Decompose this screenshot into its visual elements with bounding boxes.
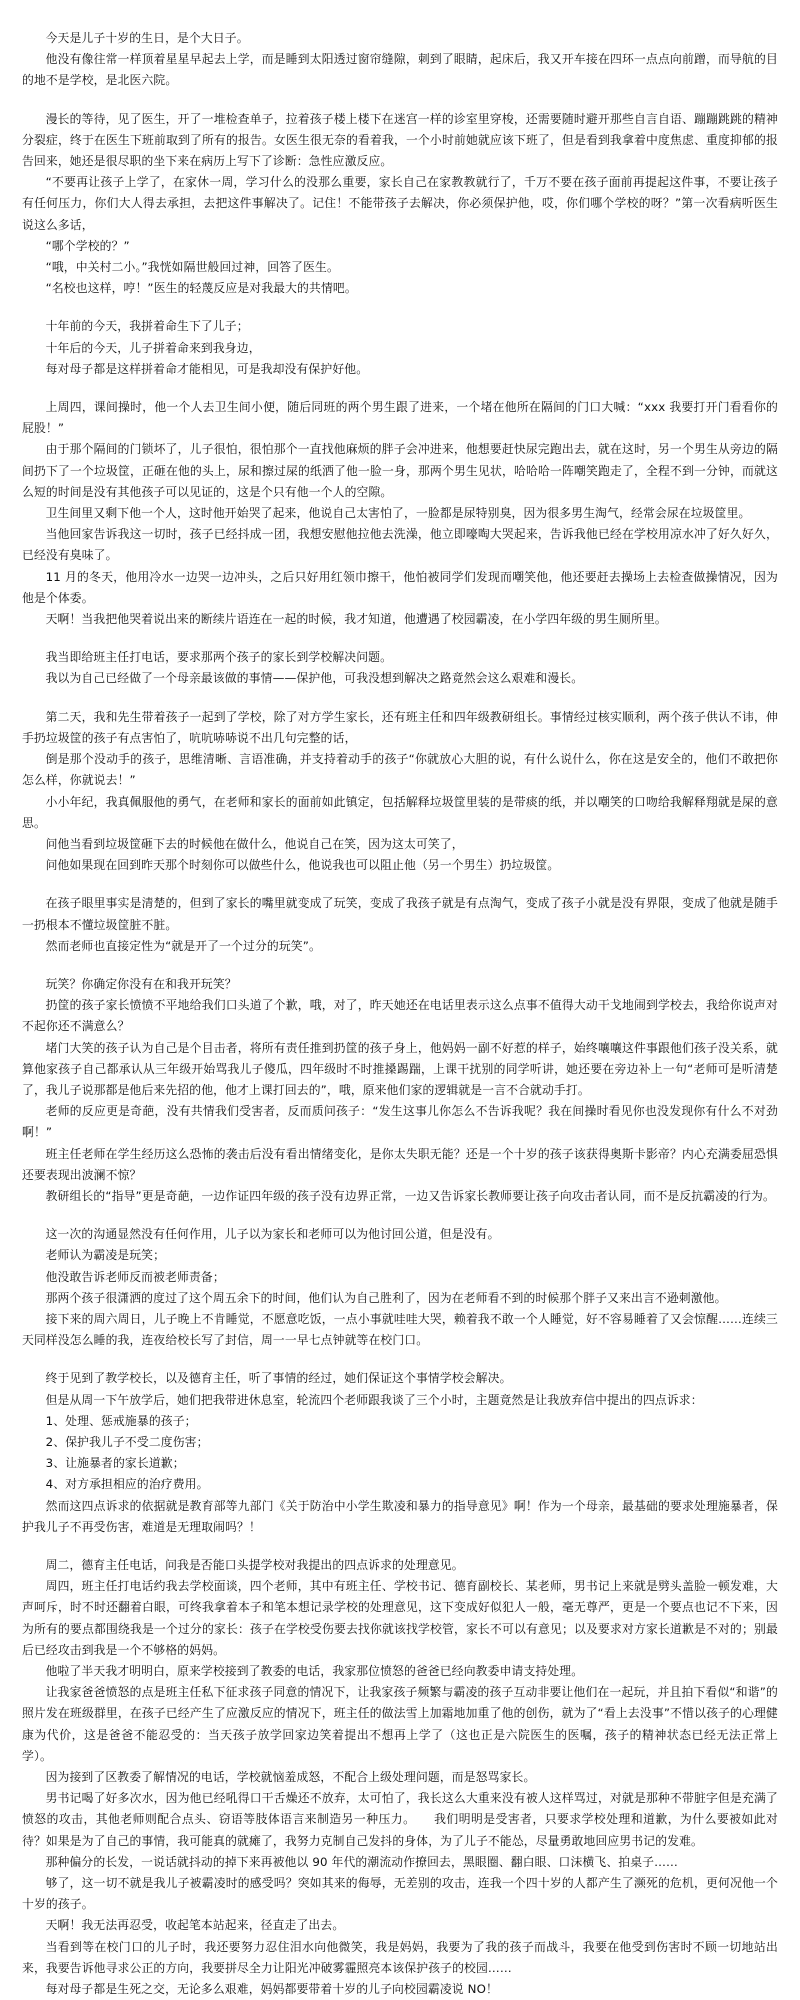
paragraph: 够了，这一切不就是我儿子被霸凌时的感受吗？突如其来的侮辱，无差别的攻击，连我一个四十岁的人都产生了濒死的危机，更何况他一个十岁的孩子。 (22, 1876, 778, 1912)
paragraph-gap (22, 690, 778, 707)
paragraph: 老师认为霸凌是玩笑； (45, 1248, 166, 1263)
paragraph: 班主任老师在学生经历这么恐怖的袭击后没有看出情绪变化，是你太失职无能？还是一个十岁的孩子该获得奥斯卡影帝？内心充满委屈恐惧还要表现出波澜不惊？ (22, 1146, 778, 1182)
paragraph: 今天是儿子十岁的生日，是个大日子。 (45, 31, 249, 45)
paragraph: 周二，德育主任电话，问我是否能口头提学校对我提出的四点诉求的处理意见。 (45, 1558, 464, 1572)
paragraph: 终于见到了教学校长，以及德育主任，听了事情的经过，她们保证这个事情学校会解决。 (45, 1371, 512, 1386)
paragraph: 问他如果现在回到昨天那个时刻你可以做些什么，他说我也可以阻止他（另一个男生）扔垃圾筐。 (45, 858, 560, 873)
paragraph: 因为接到了区教委了解情况的电话，学校就恼羞成怒，不配合上级处理问题，而是怒骂家长。 (45, 1770, 536, 1785)
paragraph-gap (22, 299, 778, 316)
paragraph-gap (22, 1351, 778, 1368)
paragraph: 他啦了半天我才明明白，原来学校接到了教委的电话，我家那位愤怒的爸爸已经向教委申请支持处理。 (45, 1664, 584, 1679)
paragraph: “名校也这样，哼！”医生的轻蔑反应是对我最大的共情吧。 (45, 281, 357, 296)
article-body (22, 28, 778, 1411)
paragraph: 周四，班主任打电话约我去学校面谈，四个老师，其中有班主任、学校书记、德育副校长、某老师，男书记上来就是劈头盖脸一顿发难，大声呵斥，时不时还翻着白眼，可终我拿着本子和笔本想记录学校的处理意见，这下变成好似犯人一般，毫无尊严，更是一个要点也记不下来，因为所有的要点都围绕我是一个过分的家长：孩子在学校受伤要去找你就该找学校管，家长不可以有意见；以及要求对方家长道歉是不对的；别最后已经攻击到我是一个不够格的妈妈。 (22, 1579, 778, 1657)
paragraph: “哦，中关村二小。”我恍如隔世般回过神，回答了医生。 (45, 260, 339, 275)
paragraph: 由于那个隔间的门锁坏了，儿子很怕，很怕那个一直找他麻烦的胖子会冲进来，他想要赶快尿完跑出去，就在这时，另一个男生从旁边的隔间扔下了一个垃圾筐，正砸在他的头上，尿和擦过屎的纸洒了他一脸一身，那两个男生见状，哈哈哈一阵嘲笑跑走了，全程不到一分钟，而就这么短的时间是没有其他孩子可以见证的，这是个只有他一个人的空隙。 (22, 442, 778, 499)
paragraph: 当他回家告诉我这一切时，孩子已经抖成一团，我想安慰他拉他去洗澡，他立即嚎啕大哭起来，告诉我他已经在学校用凉水冲了好久好久，已经没有臭味了。 (22, 527, 778, 563)
demand-item: 1、处理、惩戒施暴的孩子； (45, 1413, 197, 1428)
paragraph: 堵门大笑的孩子认为自己是个目击者，将所有责任推到扔筐的孩子身上，他妈妈一副不好惹的样子，始终嚷嚷这件事跟他们孩子没关系，就算他家孩子自己都承认从三年级开始骂我儿子傻瓜，四年级时不时推搡踢踹，上课干扰别的同学听讲，她还要在旁边补上一句“老师可是听清楚了，我儿子说那都是他后来先招的他，他才上课打回去的”，哦，原来他们家的逻辑就是一言不合就动手打。 (22, 1040, 778, 1097)
paragraph: 第二天，我和先生带着孩子一起到了学校，除了对方学生家长，还有班主任和四年级教研组长。事情经过核实顺利，两个孩子供认不讳，伸手扔垃圾筐的孩子有点害怕了，吭吭哧哧说不出几句完整的话， (22, 709, 778, 745)
paragraph: 小小年纪，我真佩服他的勇气，在老师和家长的面前如此镇定，包括解释垃圾筐里装的是带痰的纸，并以嘲笑的口吻给我解释翔就是屎的意思。 (22, 794, 778, 830)
paragraph: 十年前的今天，我拼着命生下了儿子； (45, 319, 249, 334)
paragraph: 天啊！当我把他哭着说出来的断续片语连在一起的时候，我才知道，他遭遇了校园霸凌，在小学四年级的男生厕所里。 (45, 612, 667, 627)
paragraph: 那两个孩子很潇洒的度过了这个周五余下的时间，他们认为自己胜利了，因为在老师看不到的时候那个胖子又来出言不逊刺激他。 (45, 1290, 727, 1305)
paragraph: 当看到等在校门口的儿子时，我还要努力忍住泪水向他微笑，我是妈妈，我要为了我的孩子而战斗，我要在他受到伤害时不顾一切地站出来，我要告诉他寻求公正的方向，我要拼尽全力让阳光冲破雾霾照亮本该保护孩子的校园…… (22, 1939, 778, 1975)
demand-item: 4、对方承担相应的治疗费用。 (45, 1477, 209, 1492)
paragraph: 但是从周一下午放学后，她们把我带进休息室，轮流四个老师跟我谈了三个小时，主题竟然是让我放弃信中提出的四点诉求： (45, 1392, 703, 1407)
paragraph: 接下来的周六周日，儿子晚上不肯睡觉，不愿意吃饭，一点小事就哇哇大哭，赖着我不敢一个人睡觉，好不容易睡着了又会惊醒……连续三天同样没怎么睡的我，连夜给校长写了封信，周一一早七点钟就等在校门口。 (22, 1311, 778, 1348)
paragraph: 每对母子都是生死之交，无论多么艰难，妈妈都要带着十岁的儿子向校园霸凌说 NO！ (45, 1982, 498, 1997)
paragraph: 在孩子眼里事实是清楚的，但到了家长的嘴里就变成了玩笑，变成了我孩子就是有点淘气，变成了孩子小就是没有界限，变成了他就是随手一扔根本不懂垃圾筐脏不脏。 (22, 896, 778, 932)
paragraph: 扔筐的孩子家长愤愤不平地给我们口头道了个歉，哦，对了，昨天她还在电话里表示这么点事不值得大动干戈地闹到学校去，我给你说声对不起你还不满意么？ (22, 998, 778, 1034)
paragraph: 让我家爸爸愤怒的点是班主任私下征求孩子同意的情况下，让我家孩子频繁与霸凌的孩子互动非要让他们在一起玩，并且拍下看似“和谐”的照片发在班级群里，在孩子已经产生了应激反应的情况下，班主任的做法雪上加霜地加重了他的创伤，就为了“看上去没事”不惜以孩子的心理健康为代价，这是爸爸不能忍受的：当天孩子放学回家边笑着提出不想再上学了（这也正是六院医生的医嘱，孩子的精神状态已经无法正常上学）。 (22, 1685, 778, 1763)
paragraph-gap (22, 1538, 778, 1555)
paragraph: 上周四，课间操时，他一个人去卫生间小便，随后同班的两个男生跟了进来，一个堵在他所在隔间的门口大喊：“xxx 我要打开门看看你的屁股！” (22, 400, 778, 436)
paragraph: “哪个学校的？” (45, 238, 130, 253)
paragraph: 玩笑？你确定你没有在和我开玩笑？ (45, 976, 237, 991)
demand-item: 2、保护我儿子不受二度伤害； (45, 1434, 209, 1449)
paragraph: 男书记喝了好多次水，因为他已经吼得口干舌燥还不放弃，太可怕了，我长这么大重来没有被人这样骂过，对就是那种不带脏字但是充满了愤怒的攻击，其他老师则配合点头、窃语等肢体语言来制造另一种压力。 我们明明是受害者，只要求学校处理和道歉，为什么要被如此对待？如果是为了自己的事情，我可能真的就瘫了，我努力克制自己发抖的身体，为了儿子不能怂，尽量勇敢地回应男书记的发难。 (22, 1791, 778, 1848)
paragraph: 然而老师也直接定性为“就是开了一个过分的玩笑”。 (45, 938, 321, 953)
paragraph: 卫生间里又剩下他一个人，这时他开始哭了起来，他说自己太害怕了，一脸都是尿特别臭，因为很多男生淘气，经常会尿在垃圾筐里。 (45, 506, 751, 521)
paragraph: 那种偏分的长发，一说话就抖动的掉下来再被他以 90 年代的潮流动作撩回去，黑眼圈、翻白眼、口沫横飞、拍桌子…… (45, 1854, 678, 1869)
paragraph: 老师的反应更是奇葩，没有共情我们受害者，反而质问孩子：“发生这事儿你怎么不告诉我呢？我在间操时看见你也没发现你有什么不对劲啊！” (22, 1104, 778, 1140)
paragraph: 然而这四点诉求的依据就是教育部等九部门《关于防治中小学生欺凌和暴力的指导意见》啊！作为一个母亲，最基础的要求处理施暴者，保护我儿子不再受伤害，难道是无理取闹吗？！ (22, 1498, 778, 1534)
article-closing (22, 1496, 778, 2000)
paragraph: 他没敢告诉老师反而被老师责备； (45, 1269, 225, 1284)
paragraph: 他没有像往常一样顶着星星早起去上学，而是睡到太阳透过窗帘缝隙，刺到了眼睛，起床后，我又开车接在四环一点点向前蹭，而导航的目的地不是学校，是北医六院。 (22, 52, 778, 88)
paragraph: 这一次的沟通显然没有任何作用，儿子以为家长和老师可以为他讨回公道，但是没有。 (45, 1227, 500, 1242)
paragraph-gap (22, 630, 778, 647)
paragraph: 十年后的今天，儿子拼着命来到我身边， (45, 340, 261, 355)
paragraph: 每对母子都是这样拼着命才能相见，可是我却没有保护好他。 (45, 361, 369, 376)
paragraph-gap (22, 957, 778, 974)
paragraph: 问他当看到垃圾筐砸下去的时候他在做什么，他说自己在笑，因为这太可笑了， (45, 836, 464, 851)
paragraph: 教研组长的“指导”更是奇葩，一边作证四年级的孩子没有边界正常，一边又告诉家长教师要让孩子向攻击者认同，而不是反抗霸凌的行为。 (45, 1188, 775, 1203)
paragraph: 倒是那个没动手的孩子，思维清晰、言语准确，并支持着动手的孩子“你就放心大胆的说，有什么说什么，你在这是安全的，他们不敢把你怎么样，你就说去！” (22, 752, 778, 788)
demands-list (22, 1411, 778, 1496)
paragraph: 漫长的等待，见了医生，开了一堆检查单子，拉着孩子楼上楼下在迷宫一样的诊室里穿梭，还需要随时避开那些自言自语、蹦蹦跳跳的精神分裂症，终于在医生下班前取到了所有的报告。女医生很无奈的看着我，一个小时前她就应该下班了，但是看到我拿着中度焦虑、重度抑郁的报告回来，她还是很尽职的坐下来在病历上写下了诊断：急性应激反应。 (22, 111, 778, 169)
paragraph-gap (22, 92, 778, 109)
paragraph: 我以为自己已经做了一个母亲最该做的事情——保护他，可我没想到解决之路竟然会这么艰难和漫长。 (45, 671, 584, 686)
paragraph: 11 月的冬天，他用冷水一边哭一边冲头，之后只好用红领巾擦干，他怕被同学们发现而嘲笑他，他还要赶去操场上去检查做操情况，因为他是个体委。 (22, 569, 778, 605)
paragraph-gap (22, 876, 778, 893)
paragraph-gap (22, 380, 778, 397)
paragraph-gap (22, 1207, 778, 1224)
paragraph: 天啊！我无法再忍受，收起笔本站起来，径直走了出去。 (45, 1918, 345, 1933)
demand-item: 3、让施暴者的家长道歉； (45, 1456, 185, 1471)
paragraph: “不要再让孩子上学了，在家休一周，学习什么的没那么重要，家长自己在家教教就行了，千万不要在孩子面前再提起这件事，不要让孩子有任何压力，你们大人得去承担，去把这件事解决了。记住！不能带孩子去解决，你必须保护他，哎，你们哪个学校的呀？”第一次看病听医生说这么多话， (22, 175, 778, 232)
paragraph: 我当即给班主任打电话，要求那两个孩子的家长到学校解决问题。 (45, 650, 393, 665)
